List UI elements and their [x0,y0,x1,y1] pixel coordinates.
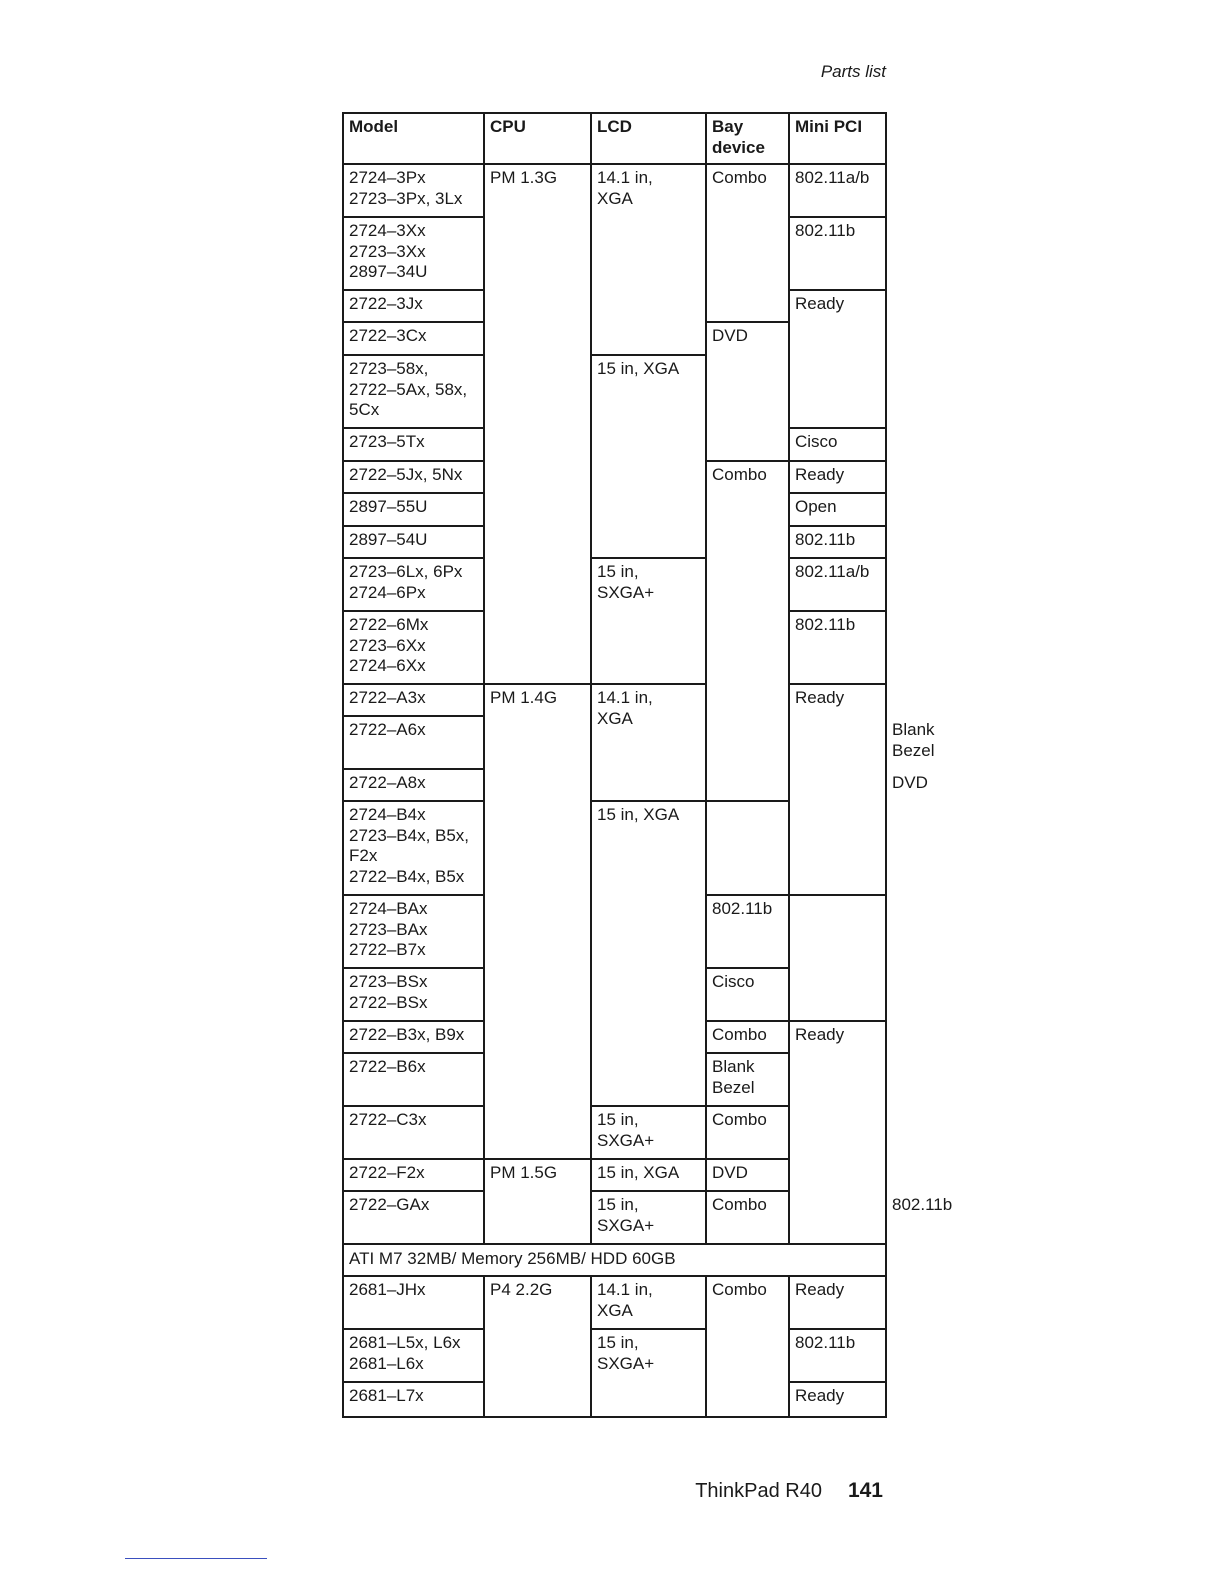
model-cell: 2722–C3x [343,1106,484,1159]
mini-pci-cell: Cisco [706,968,789,1021]
model-cell: 2722–F2x [343,1159,484,1191]
mini-pci-cell: Ready [789,684,886,895]
model-cell: 2722–3Jx [343,290,484,322]
mini-pci-cell: Ready [789,290,886,428]
mini-pci-cell: Ready [789,1021,886,1244]
cpu-cell: PM 1.5G [484,1159,591,1244]
model-cell: 2723–58x, 2722–5Ax, 58x, 5Cx [343,355,484,428]
table-row [343,684,886,716]
model-cell: 2681–L5x, L6x 2681–L6x [343,1329,484,1382]
model-cell: 2723–5Tx [343,428,484,461]
footnote-rule [125,1558,267,1559]
table-row: 2722–A6x Blank Bezel [343,716,886,769]
bay-cell: DVD [706,322,789,461]
bay-cell: Combo [706,1021,789,1053]
bay-cell: Combo [706,164,789,322]
lcd-cell: 14.1 in, XGA [591,1276,706,1329]
model-cell: 2724–3Xx 2723–3Xx 2897–34U [343,217,484,290]
mini-pci-cell: Ready [789,1276,886,1329]
mini-pci-cell: 802.11b [789,611,886,684]
bay-cell: Combo [706,1106,789,1159]
column-header-bay-device: Bay device [706,113,789,164]
model-cell: 2722–A8x [343,769,484,801]
mini-pci-cell: 802.11b [789,526,886,558]
lcd-cell: 15 in, SXGA+ [591,1106,706,1159]
config-note: ATI M7 32MB/ Memory 256MB/ HDD 60GB [343,1244,886,1276]
cpu-cell: P4 2.2G [484,1276,591,1417]
lcd-cell: 14.1 in, XGA [591,684,706,801]
column-header-lcd: LCD [591,113,706,164]
model-cell: 2722–6Mx 2723–6Xx 2724–6Xx [343,611,484,684]
table-row [343,558,886,611]
mini-pci-cell: Cisco [789,428,886,461]
column-header-mini-pci: Mini PCI [789,113,886,164]
mini-pci-cell: 802.11a/b [789,164,886,217]
mini-pci-cell: 802.11b [706,895,789,968]
model-cell: 2724–BAx 2723–BAx 2722–B7x [343,895,484,968]
model-cell: 2722–GAx [343,1191,484,1244]
mini-pci-cell: 802.11b [789,217,886,290]
model-cell: 2897–54U [343,526,484,558]
table-row: 2722–A8x DVD [343,769,886,801]
page-number: 141 [847,1479,883,1502]
table-row [343,1329,886,1382]
running-header: Parts list [820,62,886,81]
bay-cell: Combo [706,1276,789,1417]
model-cell: 2722–B3x, B9x [343,1021,484,1053]
model-cell: 2723–6Lx, 6Px 2724–6Px [343,558,484,611]
lcd-cell: 14.1 in, XGA [591,164,706,355]
table-header-row [343,113,886,164]
model-cell: 2724–B4x 2723–B4x, B5x, F2x 2722–B4x, B5x [343,801,484,895]
cpu-cell: PM 1.4G [484,684,591,1159]
model-cell: 2724–3Px 2723–3Px, 3Lx [343,164,484,217]
mini-pci-cell: Ready [789,1382,886,1417]
mini-pci-cell: 802.11a/b [789,558,886,611]
cpu-cell: PM 1.3G [484,164,591,684]
mini-pci-cell: Ready [789,461,886,493]
lcd-cell: 15 in, XGA [591,1159,706,1191]
model-cell: 2897–55U [343,493,484,526]
model-cell: 2722–3Cx [343,322,484,355]
lcd-cell: 15 in, SXGA+ [591,558,706,684]
column-header-cpu: CPU [484,113,591,164]
table-row [343,1276,886,1329]
column-header-model: Model [343,113,484,164]
model-cell: 2722–A6x [343,716,484,769]
model-cell: 2681–L7x [343,1382,484,1417]
lcd-cell: 15 in, SXGA+ [591,1191,706,1244]
bay-cell: DVD [706,1159,789,1191]
lcd-cell: 15 in, XGA [591,801,706,1106]
page-footer [695,1479,883,1503]
lcd-cell: 15 in, XGA [591,355,706,558]
bay-cell: Combo [706,1191,789,1244]
product-name: ThinkPad R40 [695,1480,822,1502]
table-row: 2722–GAx 15 in, SXGA+ Combo 802.11b [343,1191,886,1244]
model-cell: 2722–5Jx, 5Nx [343,461,484,493]
model-cell: 2723–BSx 2722–BSx [343,968,484,1021]
bay-cell: Blank Bezel [706,1053,789,1106]
table-row [343,164,886,217]
parts-table [342,112,953,1418]
table-note-row [343,1244,886,1276]
lcd-cell: 15 in, SXGA+ [591,1329,706,1417]
bay-cell: Combo [706,461,789,801]
model-cell: 2722–B6x [343,1053,484,1106]
mini-pci-cell: 802.11b [789,1329,886,1382]
model-cell: 2722–A3x [343,684,484,716]
mini-pci-cell: Open [789,493,886,526]
model-cell: 2681–JHx [343,1276,484,1329]
